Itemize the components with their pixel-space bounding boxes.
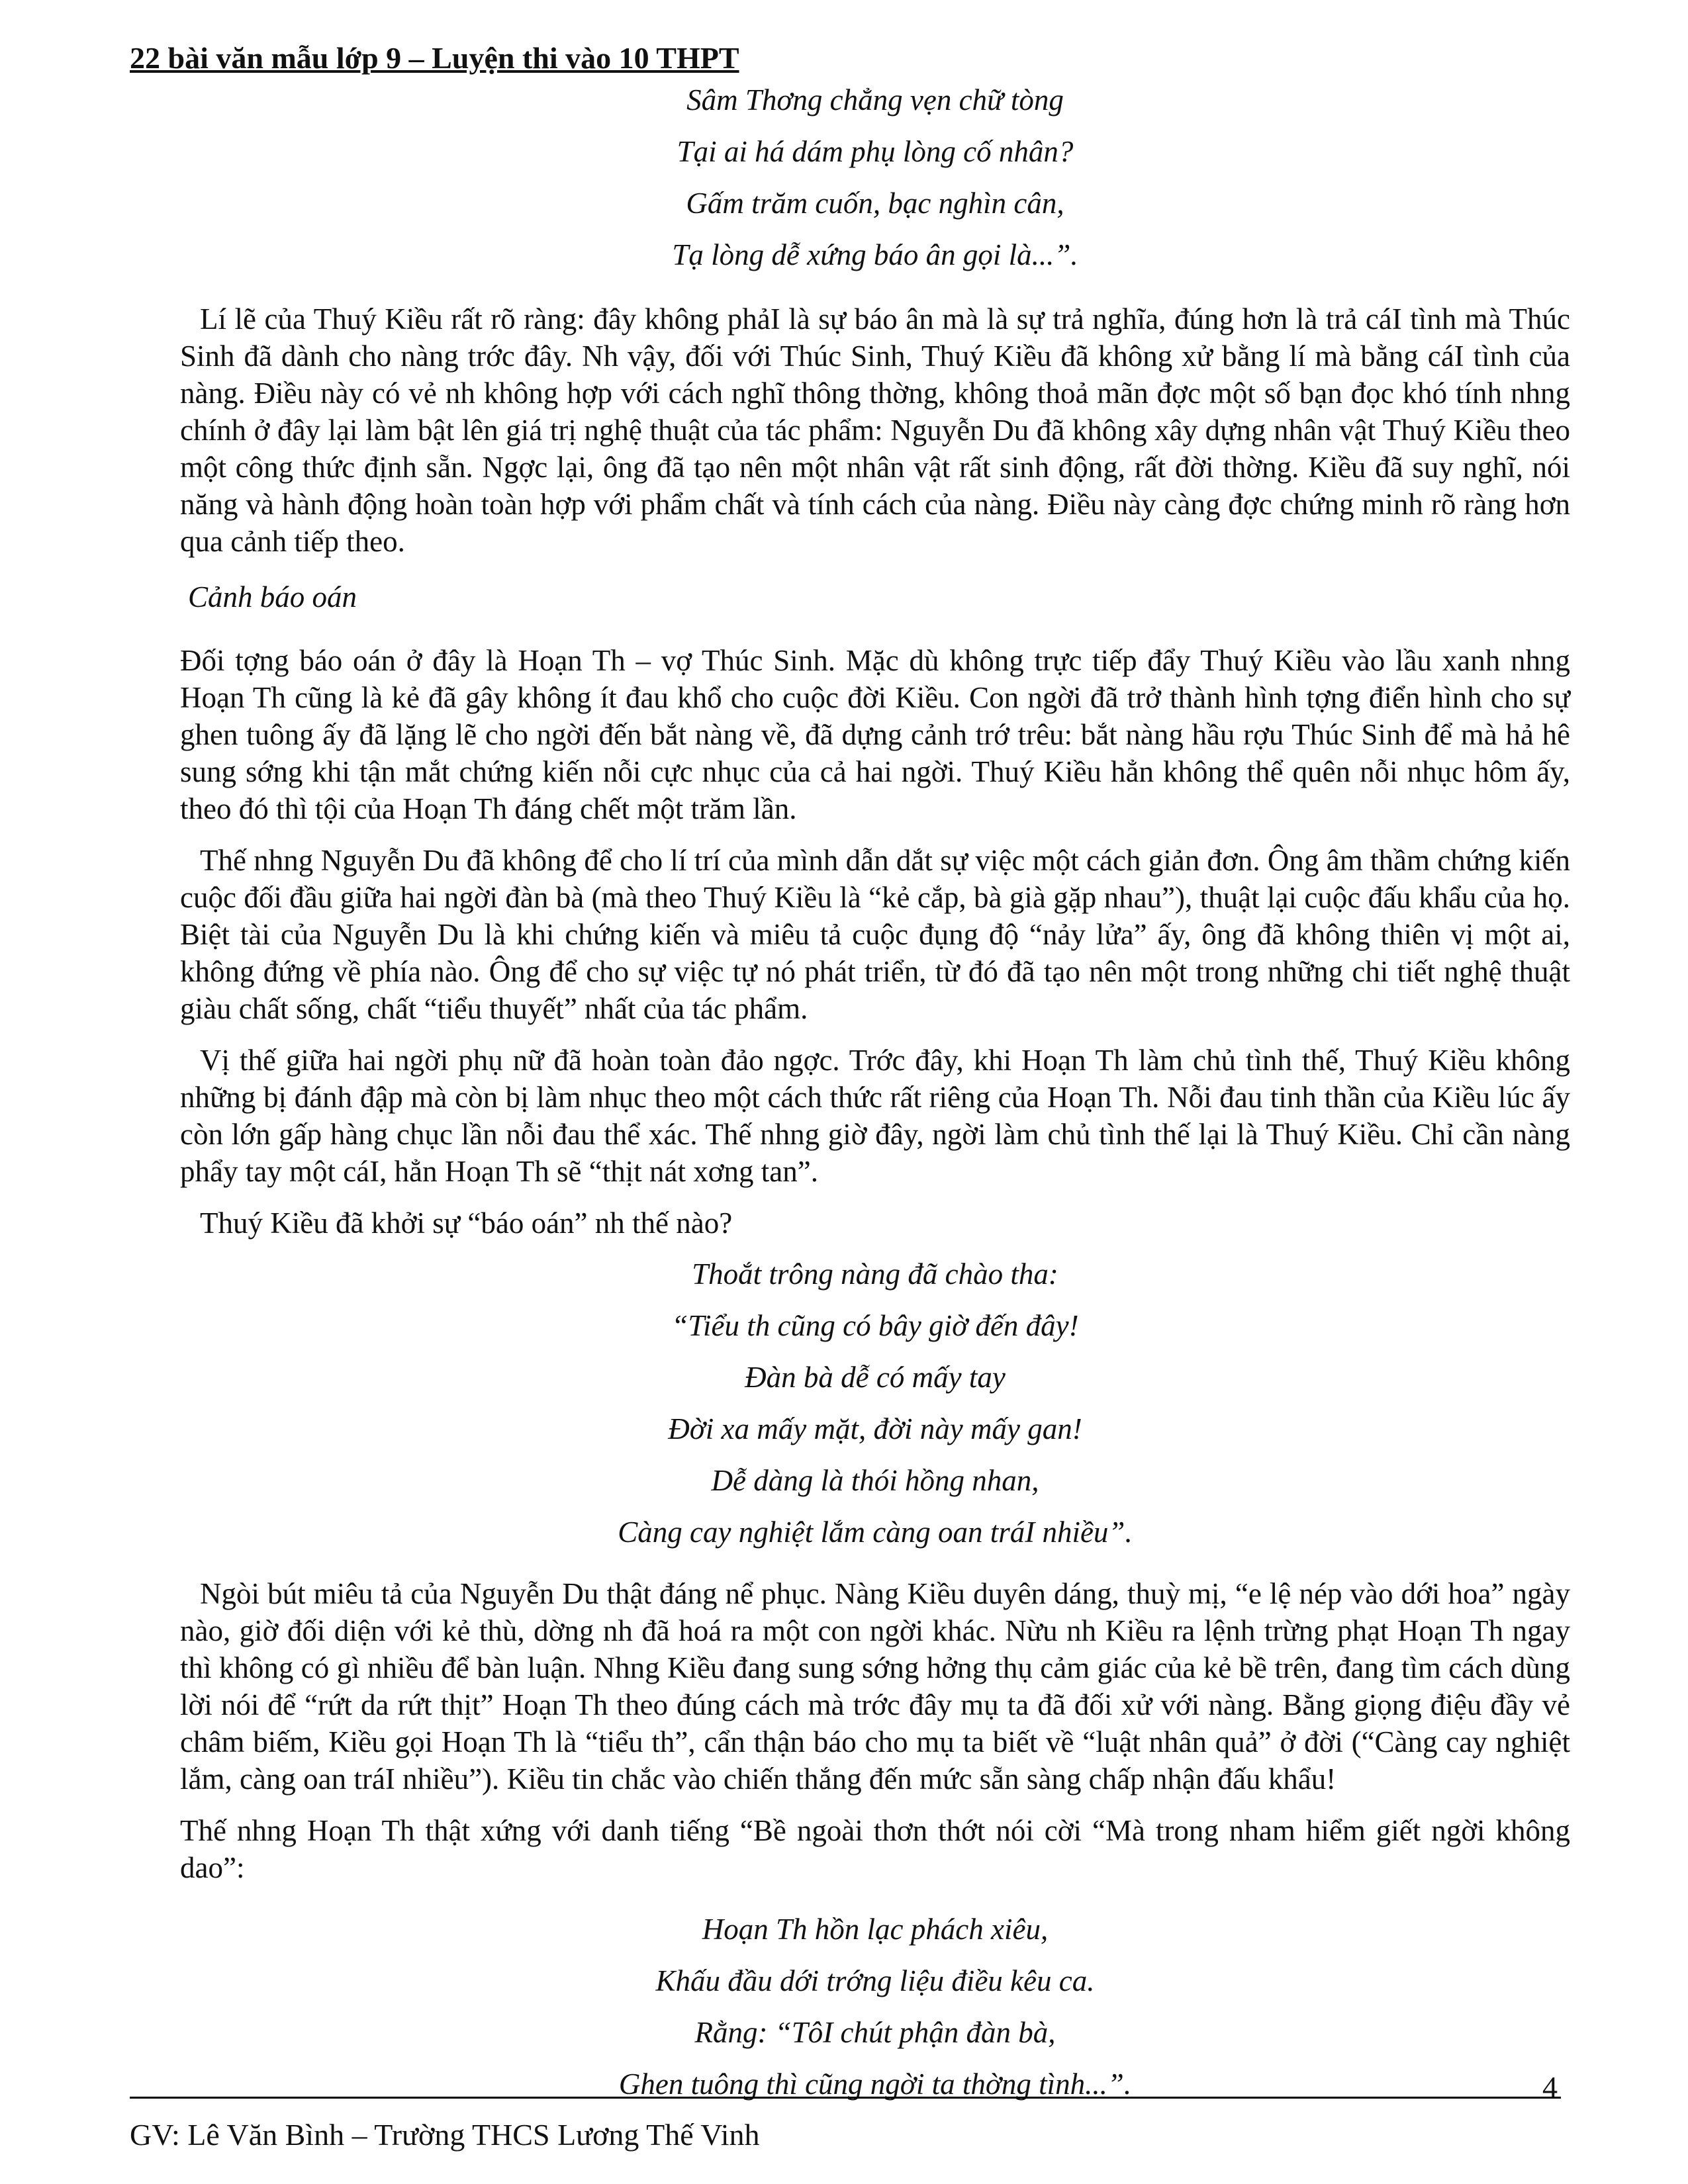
verse-line: Đời xa mấy mặt, đời này mấy gan! xyxy=(668,1412,1082,1445)
verse-line: Đàn bà dễ có mấy tay xyxy=(745,1361,1006,1394)
header-title: 22 bài văn mẫu lớp 9 – Luyện thi vào 10 THPT xyxy=(130,41,739,75)
verse-line: Tại ai há dám phụ lòng cố nhân? xyxy=(677,135,1074,168)
verse-line: Sâm Thơng chẳng vẹn chữ tòng xyxy=(686,83,1064,116)
verse-line: Gấm trăm cuốn, bạc nghìn cân, xyxy=(686,187,1064,220)
paragraph: Thuý Kiều đã khởi sự “báo oán” nh thế nào? xyxy=(200,1206,733,1240)
verse-line: Khấu đầu dới trớng liệu điều kêu ca. xyxy=(655,1964,1095,1997)
paragraph: Thế nhng Hoạn Th thật xứng với danh tiếng “Bề ngoài thơn thớt nói cời “Mà trong nham hiểm giết ngời không dao”: xyxy=(180,1814,1570,1884)
verse-line: Rằng: “TôI chút phận đàn bà, xyxy=(694,2016,1056,2049)
verse-line: Hoạn Th hồn lạc phách xiêu, xyxy=(702,1913,1049,1946)
paragraph: Đối tợng báo oán ở đây là Hoạn Th – vợ Thúc Sinh. Mặc dù không trực tiếp đẩy Thuý Kiều vào lầu xanh nhng Hoạn Th cũng là kẻ đã gây không ít đau khổ cho cuộc đời Kiều. Con ngời đã trở thành hình tợng điển hình cho sự ghen tuông ấy đã lặng lẽ cho ngời đến bắt nàng về, đã dựng cảnh trớ trêu: bắt nàng hầu rợu Thúc Sinh để mà hả hê sung sớng khi tận mắt chứng kiến nỗi cực nhục của cả hai ngời. Thuý Kiều hẳn không thể quên nỗi nhục hôm ấy, theo đó thì tội của Hoạn Th đáng chết một trăm lần. xyxy=(180,644,1570,825)
verse-line: Tạ lòng dễ xứng báo ân gọi là...”. xyxy=(672,238,1078,271)
verse-line: Càng cay nghiệt lắm càng oan tráI nhiều”. xyxy=(618,1516,1133,1549)
verse-block-2 xyxy=(180,1248,1570,1558)
paragraph: Ngòi bút miêu tả của Nguyễn Du thật đáng nể phục. Nàng Kiều duyên dáng, thuỳ mị, “e lệ nép vào dới hoa” ngày nào, giờ đối diện với kẻ thù, dờng nh đã hoá ra một con ngời khác. Nừu nh Kiều ra lệnh trừng phạt Hoạn Th ngay thì không có gì nhiều để bàn luận. Nhng Kiều đang sung sớng hởng thụ cảm giác của kẻ bề trên, đang tìm cách dùng lời nói để “rứt da rứt thịt” Hoạn Th theo đúng cách mà trớc đây mụ ta đã đối xử với nàng. Bằng giọng điệu đầy vẻ châm biếm, Kiều gọi Hoạn Th là “tiểu th”, cẩn thận báo cho mụ ta biết về “luật nhân quả” ở đời (“Càng cay nghiệt lắm, càng oan tráI nhiều”). Kiều tin chắc vào chiến thắng đến mức sẵn sàng chấp nhận đấu khẩu! xyxy=(180,1577,1570,1796)
verse-line: Dễ dàng là thói hồng nhan, xyxy=(711,1464,1039,1497)
page-number: 4 xyxy=(1542,2070,1558,2104)
footer-divider xyxy=(130,2097,1561,2099)
verse-block-3 xyxy=(180,1903,1570,2110)
page-content xyxy=(180,74,1570,2110)
paragraph: Lí lẽ của Thuý Kiều rất rõ ràng: đây không phảI là sự báo ân mà là sự trả nghĩa, đúng hơn là trả cáI tình mà Thúc Sinh đã dành cho nàng trớc đây. Nh vậy, đối với Thúc Sinh, Thuý Kiều đã không xử bằng lí mà bằng cáI tình của nàng. Điều này có vẻ nh không hợp với cách nghĩ thông thờng, không thoả mãn đợc một số bạn đọc khó tính nhng chính ở đây lại làm bật lên giá trị nghệ thuật của tác phẩm: Nguyễn Du đã không xây dựng nhân vật Thuý Kiều theo một công thức định sẵn. Ngợc lại, ông đã tạo nên một nhân vật rất sinh động, rất đời thờng. Kiều đã suy nghĩ, nói năng và hành động hoàn toàn hợp với phẩm chất và tính cách của nàng. Điều này càng đợc chứng minh rõ ràng hơn qua cảnh tiếp theo. xyxy=(180,302,1570,558)
verse-line: Ghen tuông thì cũng ngời ta thờng tình...”. xyxy=(618,2068,1132,2101)
section-heading: Cảnh báo oán xyxy=(188,580,357,614)
verse-line: Thoắt trông nàng đã chào tha: xyxy=(692,1257,1058,1291)
verse-block-1 xyxy=(180,74,1570,281)
paragraph: Thế nhng Nguyễn Du đã không để cho lí trí của mình dẫn dắt sự việc một cách giản đơn. Ông âm thầm chứng kiến cuộc đối đầu giữa hai ngời đàn bà (mà theo Thuý Kiều là “kẻ cắp, bà già gặp nhau”), thuật lại cuộc đấu khẩu của họ. Biệt tài của Nguyễn Du là khi chứng kiến và miêu tả cuộc đụng độ “nảy lửa” ấy, ông đã không thiên vị một ai, không đứng về phía nào. Ông để cho sự việc tự nó phát triển, từ đó đã tạo nên một trong những chi tiết nghệ thuật giàu chất sống, chất “tiểu thuyết” nhất của tác phẩm. xyxy=(180,844,1570,1025)
footer-text: GV: Lê Văn Bình – Trường THCS Lương Thế Vinh xyxy=(130,2118,760,2152)
paragraph: Vị thế giữa hai ngời phụ nữ đã hoàn toàn đảo ngợc. Trớc đây, khi Hoạn Th làm chủ tình thế, Thuý Kiều không những bị đánh đập mà còn bị làm nhục theo một cách thức rất riêng của Hoạn Th. Nỗi đau tinh thần của Kiều lúc ấy còn lớn gấp hàng chục lần nỗi đau thể xác. Thế nhng giờ đây, ngời làm chủ tình thế lại là Thuý Kiều. Chỉ cần nàng phẩy tay một cáI, hẳn Hoạn Th sẽ “thịt nát xơng tan”. xyxy=(180,1044,1570,1188)
verse-line: “Tiểu th cũng có bây giờ đến đây! xyxy=(671,1309,1079,1342)
